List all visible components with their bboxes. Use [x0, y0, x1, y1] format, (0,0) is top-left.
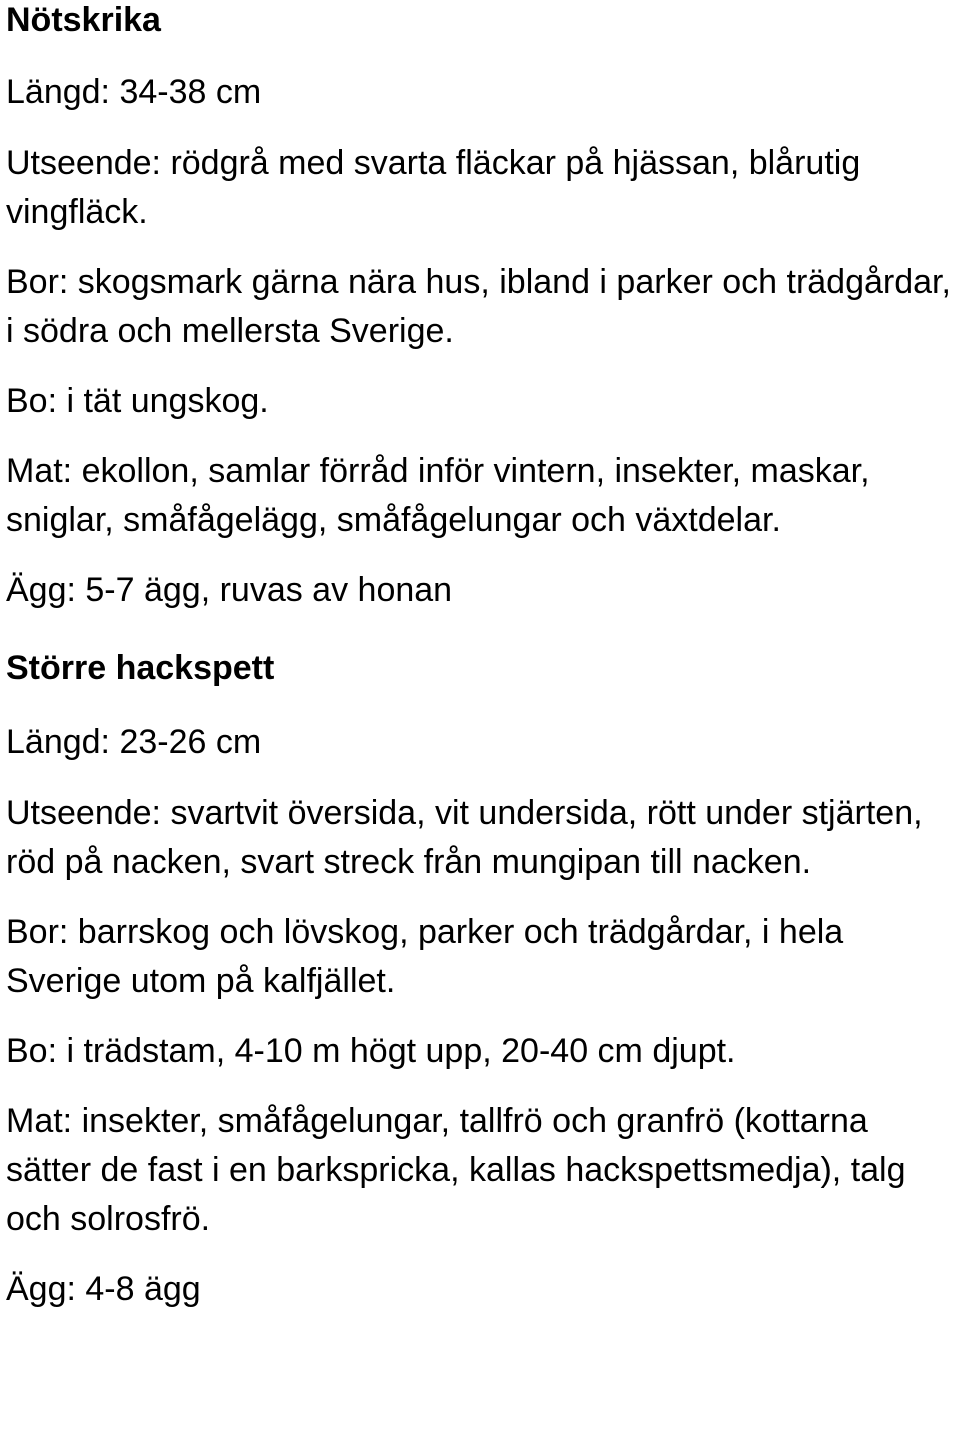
field-eggs: Ägg: 5-7 ägg, ruvas av honan	[6, 571, 453, 609]
field-habitat: Bor: barrskog och lövskog, parker och trädgårdar, i hela Sverige utom på kalfjället.	[6, 913, 844, 1000]
field-food: Mat: ekollon, samlar förråd inför vintern, insekter, maskar, sniglar, småfågelägg, småfågelungar och växtdelar.	[6, 452, 870, 539]
field-habitat: Bor: skogsmark gärna nära hus, ibland i parker och trädgårdar, i södra och mellersta Sverige.	[6, 263, 951, 350]
field-eggs: Ägg: 4-8 ägg	[6, 1270, 201, 1308]
document-page	[6, 0, 956, 1314]
field-length: Längd: 34-38 cm	[6, 73, 262, 111]
section-title-storre-hackspett: Större hackspett	[6, 649, 275, 687]
section-title-notskrika: Nötskrika	[6, 1, 161, 39]
field-nest: Bo: i trädstam, 4-10 m högt upp, 20-40 cm djupt.	[6, 1032, 736, 1070]
field-length: Längd: 23-26 cm	[6, 723, 262, 761]
field-appearance: Utseende: svartvit översida, vit undersida, rött under stjärten, röd på nacken, svart streck från mungipan till nacken.	[6, 794, 923, 881]
field-appearance: Utseende: rödgrå med svarta fläckar på hjässan, blårutig vingfläck.	[6, 144, 861, 231]
field-nest: Bo: i tät ungskog.	[6, 382, 269, 420]
field-food: Mat: insekter, småfågelungar, tallfrö och granfrö (kottarna sätter de fast i en barkspricka, kallas hackspettsmedja), talg och solrosfrö.	[6, 1102, 906, 1238]
